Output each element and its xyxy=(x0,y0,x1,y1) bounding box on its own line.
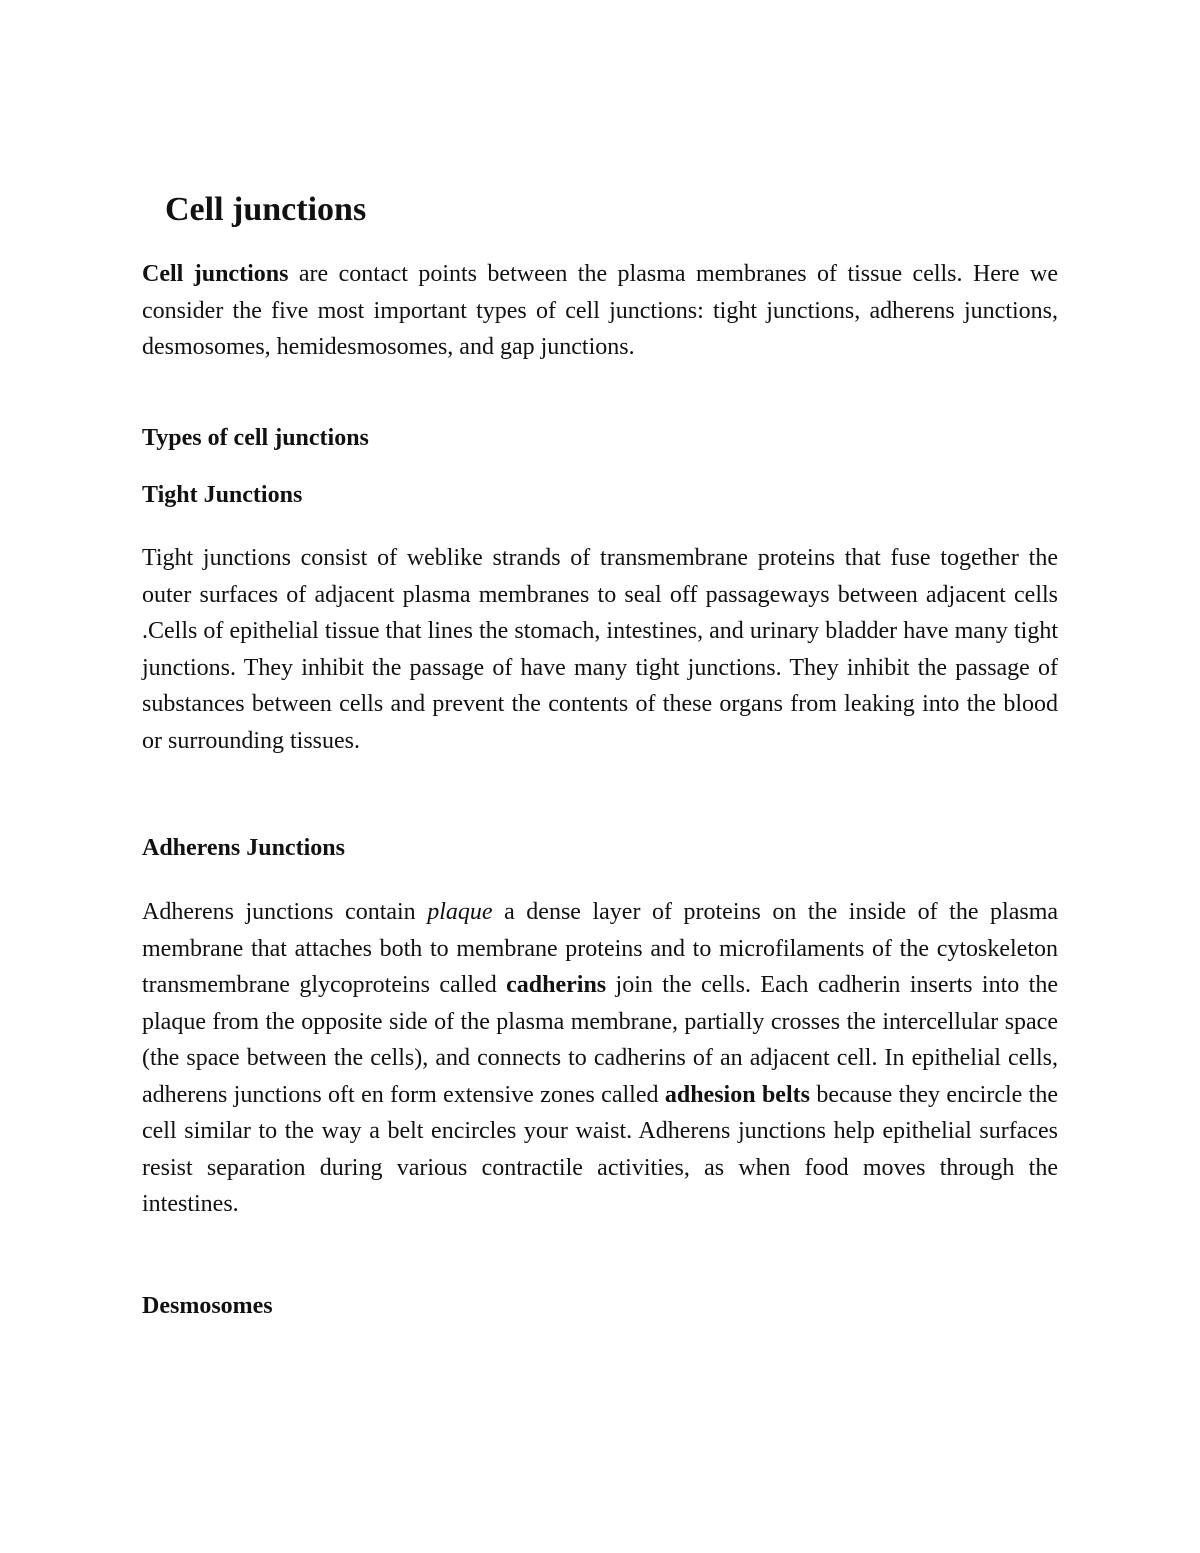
desmosomes-heading: Desmosomes xyxy=(142,1293,273,1319)
types-heading: Types of cell junctions xyxy=(142,425,369,451)
page-title: Cell junctions xyxy=(165,191,367,228)
adherens-text-4: because they encircle the cell similar to the way a belt encircles your waist. Adherens junctions help epithelial surfaces resist separation during various contractile activities, as when food moves through the intestines. xyxy=(142,1081,1058,1217)
adhesion-belts-term: adhesion belts xyxy=(664,1081,810,1108)
intro-text: are contact points between the plasma membranes of tissue cells. Here we consider the five most important types of cell junctions: tight junctions, adherens junctions, desmosomes, hemidesmosomes, and gap junctions. xyxy=(142,261,1058,360)
adherens-junctions-heading: Adherens Junctions xyxy=(142,835,345,861)
intro-lead-term: Cell junctions xyxy=(142,261,289,287)
adherens-text-3: join the cells. Each cadherin inserts into the plaque from the opposite side of the plasma membrane, partially crosses the intercellular space (the space between the cells), and connects to cadherins of an adjacent cell. In epithelial cells, adherens junctions oft en form extensive zones called xyxy=(142,972,1058,1108)
adherens-junctions-paragraph xyxy=(142,894,1058,1223)
adherens-text-1: Adherens junctions contain xyxy=(142,899,428,925)
tight-junctions-heading: Tight Junctions xyxy=(142,482,303,508)
cadherins-term: cadherins xyxy=(506,972,607,998)
intro-paragraph xyxy=(142,256,1058,366)
plaque-term: plaque xyxy=(427,899,493,925)
tight-junctions-paragraph: Tight junctions consist of weblike strands of transmembrane proteins that fuse together the outer surfaces of adjacent plasma membranes to seal off passageways between adjacent cells .Cells of epithelial tissue that lines the stomach, intestines, and urinary bladder have many tight junctions. They inhibit the passage of have many tight junctions. They inhibit the passage of substances between cells and prevent the contents of these organs from leaking into the blood or surrounding tissues. xyxy=(142,545,1058,754)
adherens-text-2: a dense layer of proteins on the inside of the plasma membrane that attaches both to membrane proteins and to microfilaments of the cytoskeleton transmembrane glycoproteins called xyxy=(142,899,1059,998)
